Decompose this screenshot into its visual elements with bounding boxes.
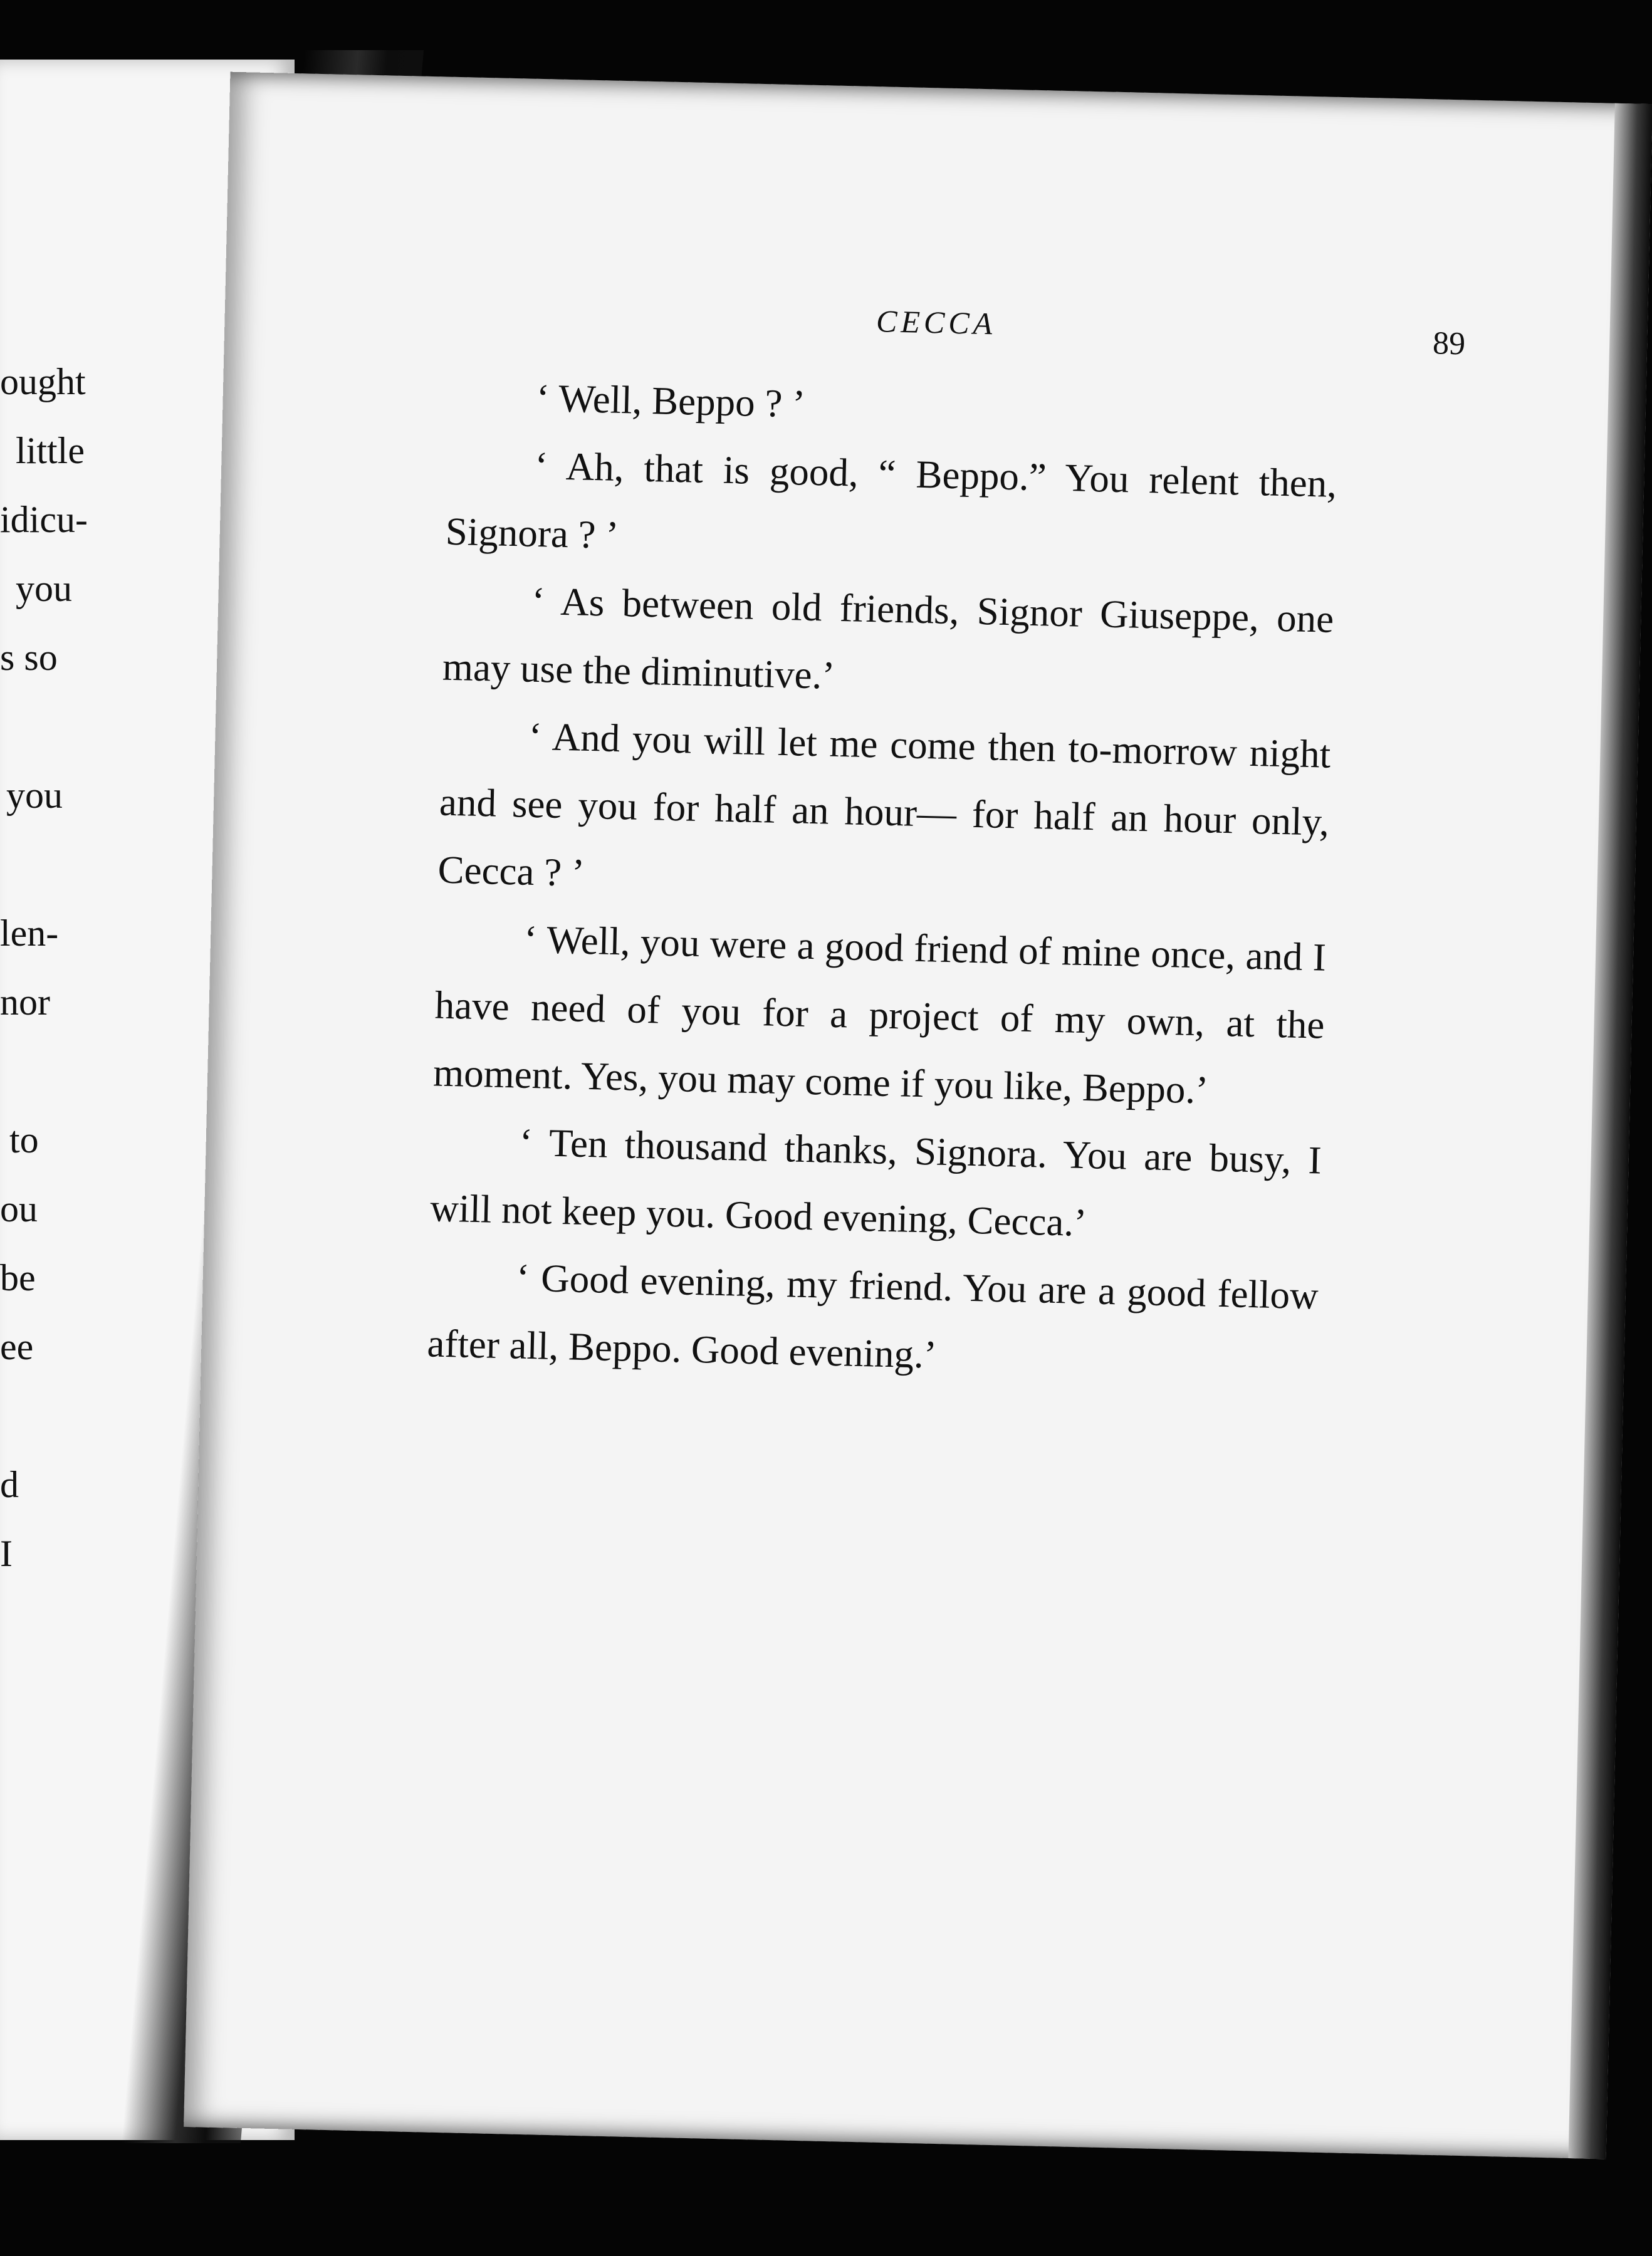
- left-page-fragment: ought: [0, 361, 86, 402]
- left-page-fragment: d: [0, 1464, 19, 1505]
- page-edge: [1569, 103, 1652, 2159]
- left-page-fragment: be: [0, 1257, 36, 1298]
- left-page-fragment: I: [0, 1533, 13, 1574]
- left-page-fragment: s so: [0, 637, 58, 678]
- left-page-fragment: ee: [0, 1326, 34, 1367]
- left-page-fragment: len-: [0, 912, 59, 954]
- right-page: [184, 72, 1652, 2159]
- paragraph: ‘ Ah, that is good, “ Beppo.” You relent then, Signora ? ’: [445, 443, 1337, 557]
- paragraph: ‘ Well, you were a good friend of mine once, and I have need of you for a project of my own, at the moment. Yes, you may come if you like, Beppo.’: [432, 917, 1327, 1112]
- left-page-fragment: ou: [0, 1188, 38, 1230]
- left-page-fragment: idicu-: [0, 499, 88, 540]
- paragraph: ‘ Well, Beppo ? ’: [536, 375, 806, 426]
- left-page-fragment: you: [6, 775, 63, 816]
- left-page-fragment: little: [16, 430, 85, 471]
- left-page-fragment: nor: [0, 981, 50, 1023]
- body-text: [426, 362, 1339, 1397]
- paragraph: ‘ Good evening, my friend. You are a good fellow after all, Beppo. Good evening.’: [426, 1255, 1319, 1377]
- page-number: 89: [1432, 325, 1466, 362]
- paragraph: ‘ Ten thousand thanks, Signora. You are busy, I will not keep you. Good evening, Cecca.’: [429, 1120, 1322, 1245]
- paragraph: ‘ As between old friends, Signor Giuseppe, one may use the diminutive.’: [442, 578, 1334, 697]
- running-head: CECCA: [876, 303, 996, 342]
- paragraph: ‘ And you will let me come then to-morrow night and see you for half an hour— for half an hour only, Cecca ? ’: [437, 714, 1332, 895]
- left-page-fragment: to: [9, 1119, 39, 1161]
- left-page-fragment: you: [16, 568, 72, 609]
